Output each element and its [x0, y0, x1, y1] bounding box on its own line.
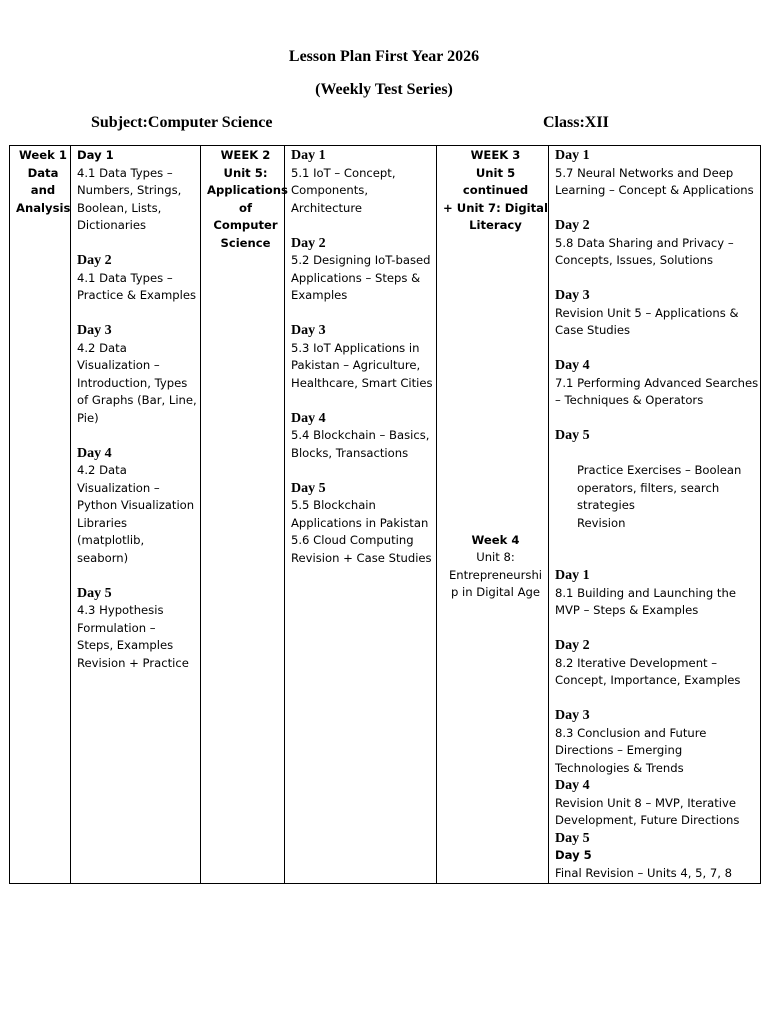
page-subtitle: (Weekly Test Series) [315, 81, 453, 98]
day-heading: Day 4 [555, 358, 590, 373]
day-heading: Day 2 [555, 218, 590, 233]
day-heading: Day 2 [291, 235, 326, 251]
subject-label: Subject:Computer Science [91, 114, 273, 131]
week1-content: Day 1 4.1 Data Types – Numbers, Strings, Boolean, Lists, Dictionaries Day 2 4.1 Data Types – Practice & Examples Day 3 4.2 Data Visualization – Introduction, Types of Graphs (Bar, Line, Pie) Day 4 4.2 Data Visualization – Python Visualization Libraries (matplotlib, seaborn) Day 5 4.3 Hypothesis Formulation – Steps, Examples Revision + Practice [71, 146, 201, 884]
day-heading: Day 1 [291, 148, 326, 163]
day-heading: Day 5 [291, 480, 326, 496]
week2-label: WEEK 2 Unit 5: Applications of Computer Science [201, 146, 285, 884]
week3-week4-content: Day 1 5.7 Neural Networks and Deep Learning – Concept & Applications Day 2 5.8 Data Sharing and Privacy – Concepts, Issues, Solutions Day 3 Revision Unit 5 – Applications & Case Studies Day 4 7.1 Performing Advanced Searches – Techniques & Operators Day 5 Practice Exercises – Boolean operators, filters, search strategies Revision Day 1 8.1 Building and Launching the MVP – Steps & Examples Day 2 8.2 Iterative Development – Concept, Importance, Examples Day 3 8.3 Conclusion and Future Directions – Emerging Technologies & Trends Day 4 Revision Unit 8 – MVP, Iterative Development, Future Directions Day 5 Day 5 Final Revision – Units 4, 5, 7, 8 [549, 146, 761, 884]
day-heading: Day 1 [555, 148, 590, 163]
practice-block: Practice Exercises – Boolean operators, filters, search strategies Revision [577, 463, 742, 530]
class-label: Class:XII [543, 114, 609, 131]
page-title: Lesson Plan First Year 2026 [288, 48, 480, 65]
day-heading: Day 3 [555, 288, 590, 303]
day-heading: Day 5 [77, 585, 112, 601]
week3-week4-label [437, 146, 549, 884]
day-heading: Day 5 [555, 830, 590, 846]
day-heading: Day 3 [291, 323, 326, 338]
day-heading: Day 2 [77, 253, 112, 268]
week3-label: WEEK 3 Unit 5 continued + Unit 7: Digital Literacy [443, 148, 548, 232]
day-heading: Day 4 [291, 410, 326, 426]
day-subheading: Day 5 [555, 848, 592, 862]
day-heading: Day 2 [555, 638, 590, 653]
day-heading: Day 1 [77, 148, 114, 162]
week4-label: Week 4 Unit 8: Entrepreneurshi p in Digital Age [448, 532, 543, 599]
day-heading: Day 1 [555, 568, 590, 583]
lesson-plan-table [9, 145, 761, 884]
week1-label: Week 1 Data and Analysis [10, 146, 71, 884]
day-heading: Day 4 [555, 778, 590, 793]
day-heading: Day 4 [77, 445, 112, 461]
day-heading: Day 3 [555, 708, 590, 723]
day-heading: Day 5 [555, 428, 590, 443]
week2-content: Day 1 5.1 IoT – Concept, Components, Architecture Day 2 5.2 Designing IoT-based Applications – Steps & Examples Day 3 5.3 IoT Applications in Pakistan – Agriculture, Healthcare, Smart Cities Day 4 5.4 Blockchain – Basics, Blocks, Transactions Day 5 5.5 Blockchain Applications in Pakistan 5.6 Cloud Computing Revision + Case Studies [285, 146, 437, 884]
day-heading: Day 3 [77, 323, 112, 338]
